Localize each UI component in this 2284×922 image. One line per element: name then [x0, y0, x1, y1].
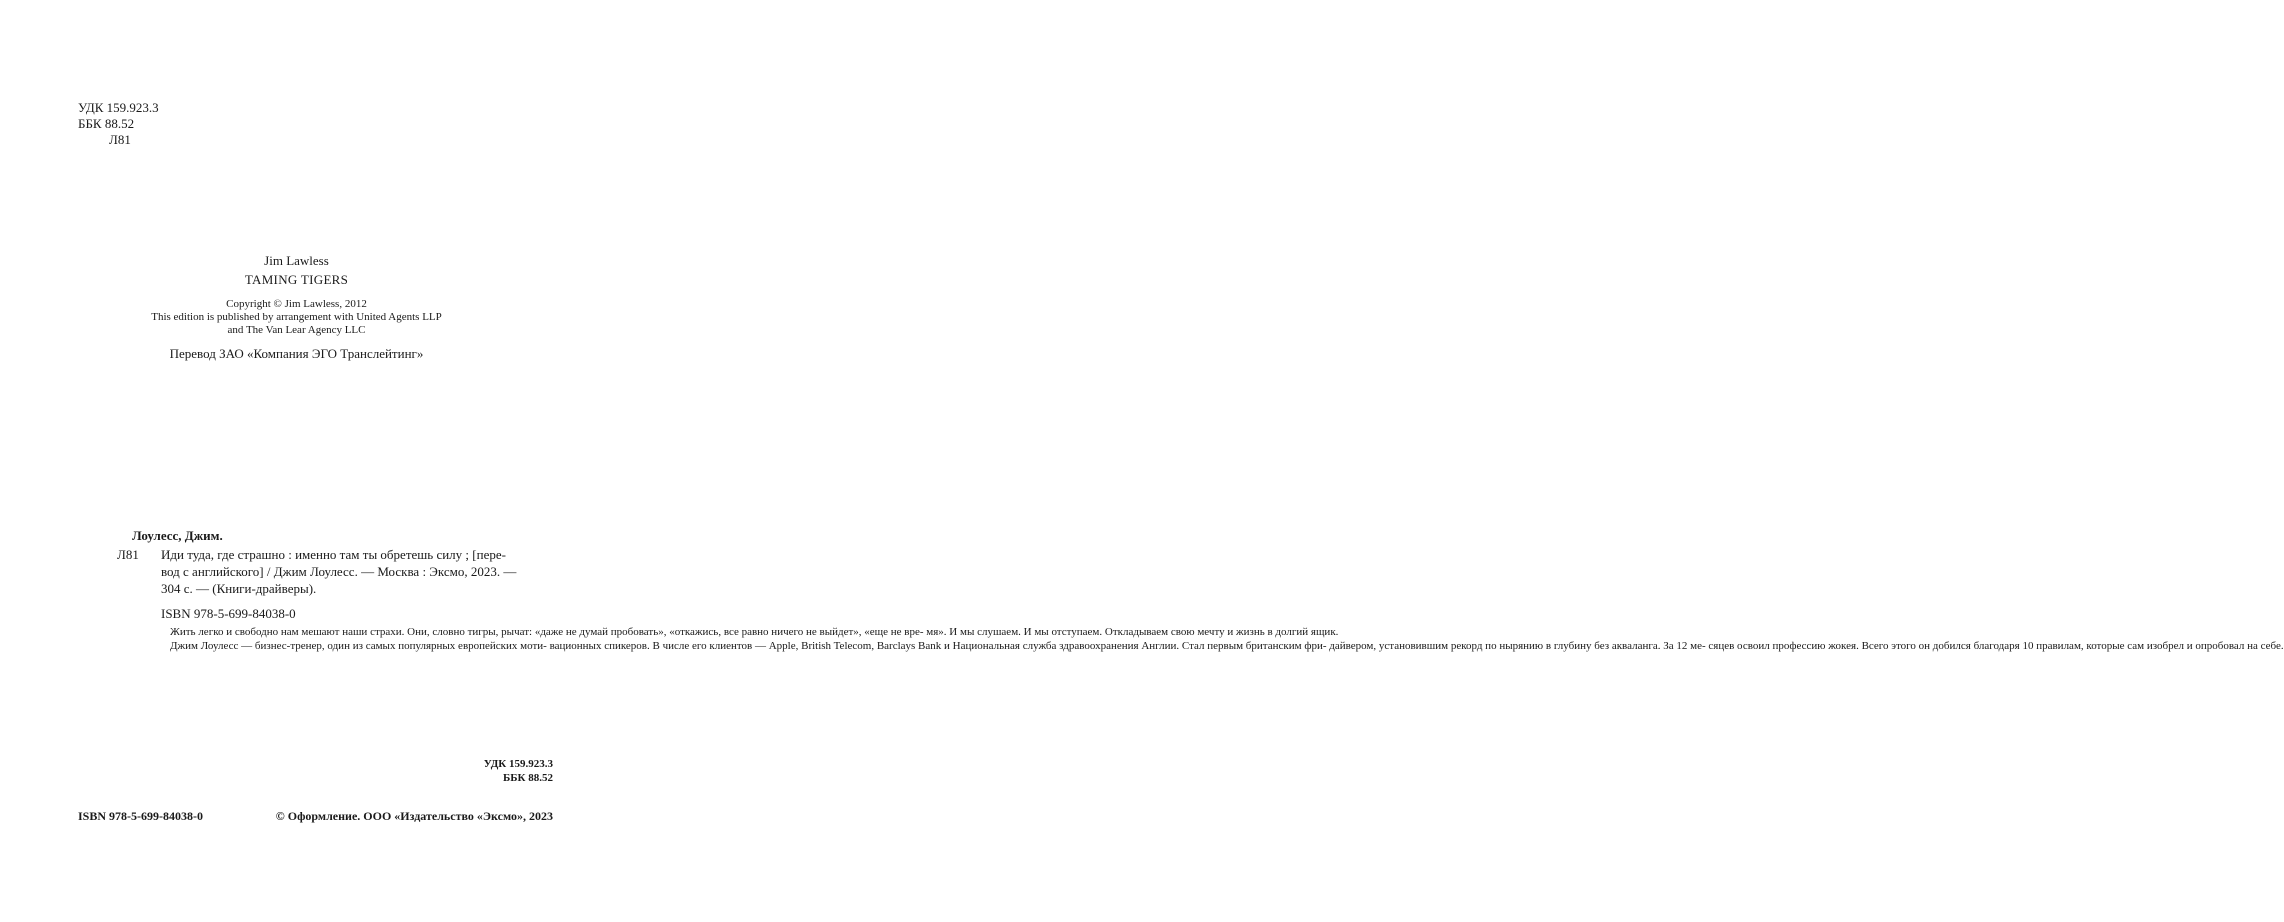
annotation-line: Жить легко и свободно нам мешают наши страхи. Они, словно тигры, рычат: — [170, 626, 533, 638]
annotation — [158, 625, 2284, 653]
copyright-line: This edition is published by arrangement with United Agents LLP — [151, 311, 442, 323]
annotation-paragraph — [158, 639, 2284, 653]
biblio-isbn: ISBN 978-5-699-84038-0 — [161, 606, 296, 621]
udk-code: УДК 159.923.3 — [78, 100, 159, 115]
original-title: TAMING TIGERS — [244, 272, 349, 287]
annotation-paragraph — [158, 625, 1339, 639]
annotation-line: мя». И мы слушаем. И мы отступаем. Откладываем свою мечту и жизнь в долгий — [926, 626, 1309, 638]
annotation-line: которые сам изобрел и опробовал на себе. — [2086, 640, 2284, 652]
author-mark: Л81 — [109, 132, 131, 147]
bbk-code: ББК 88.52 — [78, 116, 135, 131]
bottom-classification — [0, 757, 553, 785]
annotation-line: вационных спикеров. В числе его клиентов — Apple, British Telecom, Barclays Bank — [549, 640, 942, 652]
biblio-heading: Лоулесс, Джим. — [132, 528, 223, 543]
biblio-mark: Л81 — [117, 547, 139, 562]
bibliographic-record — [118, 527, 558, 622]
copyright-line: and The Van Lear Agency LLC — [227, 324, 366, 336]
biblio-description — [118, 546, 558, 597]
footer-isbn: ISBN 978-5-699-84038-0 — [78, 809, 203, 823]
bbk-code-bottom: ББК 88.52 — [502, 772, 553, 784]
annotation-line: сяцев освоил профессию жокея. Всего этого он добился благодаря 10 правилам, — [1708, 640, 2084, 652]
description-line: 304 с. — (Книги-драйверы). — [161, 581, 317, 596]
original-author: Jim Lawless — [264, 253, 329, 268]
udk-code-bottom: УДК 159.923.3 — [483, 758, 553, 770]
footer-copyright: © Оформление. ООО «Издательство «Эксмо», 2023 — [275, 809, 553, 823]
description-line: вод с английского] / Джим Лоулесс. — Москва : Эксмо, 2023. — — [161, 564, 517, 579]
annotation-line: и Национальная служба здравоохранения Англии. Стал первым британским фри- — [944, 640, 1327, 652]
annotation-line: ящик. — [1310, 626, 1339, 638]
annotation-line: Джим Лоулесс — бизнес-тренер, один из самых популярных европейских моти- — [170, 640, 547, 652]
classification-codes — [78, 100, 159, 148]
description-line: Иди туда, где страшно : именно там ты обретешь силу ; [пере- — [161, 547, 506, 562]
annotation-line: «даже не думай пробовать», «откажись, все равно ничего не выйдет», «еще не вре- — [534, 626, 924, 638]
copyright-notice — [0, 298, 593, 337]
translation-credit: Перевод ЗАО «Компания ЭГО Транслейтинг» — [169, 346, 424, 361]
copyright-line: Copyright © Jim Lawless, 2012 — [226, 298, 367, 310]
annotation-line: дайвером, установившим рекорд по нырянию в глубину без акваланга. За 12 ме- — [1329, 640, 1706, 652]
